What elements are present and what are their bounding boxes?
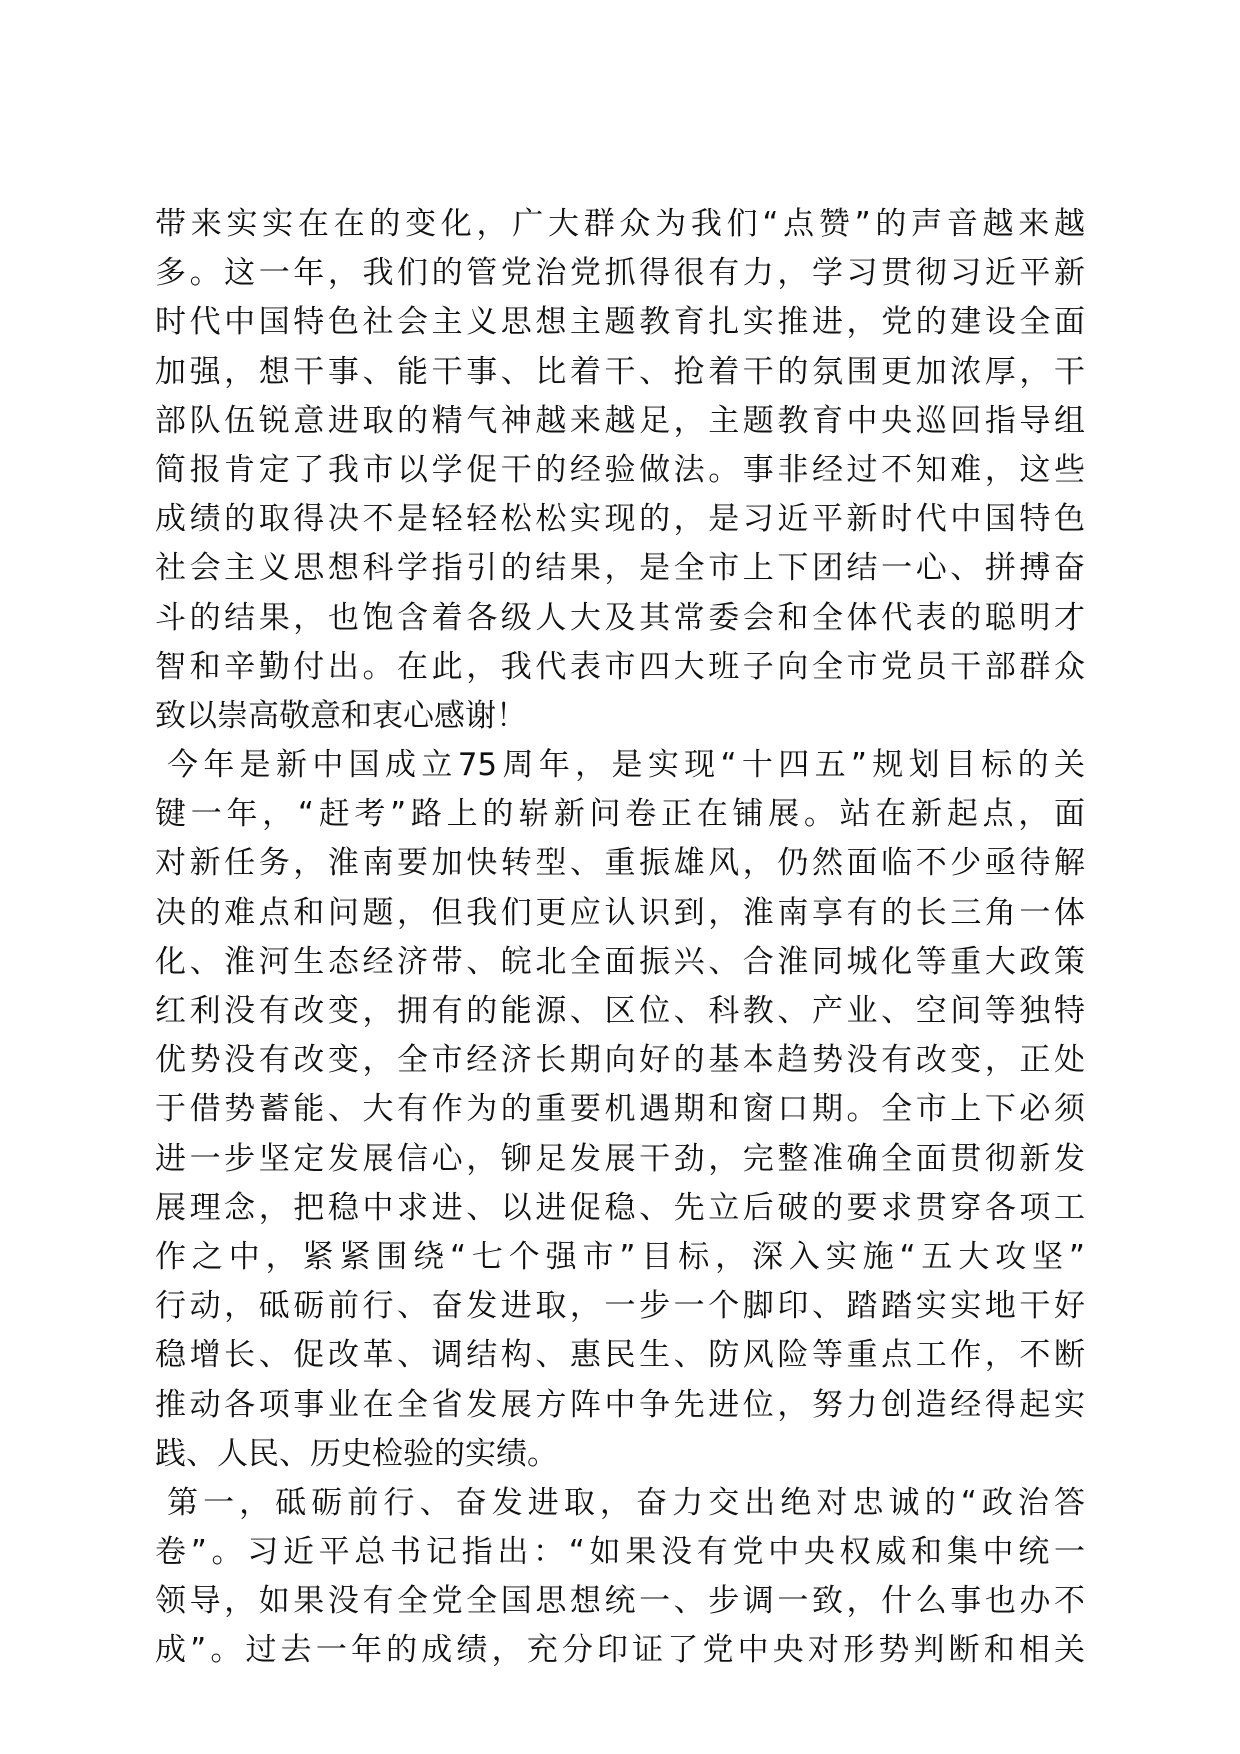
body-text: [155, 200, 1085, 1676]
text-line: 成”。过去一年的成绩，充分印证了党中央对形势判断和相关: [155, 1632, 1085, 1669]
text-line: 智和辛勤付出。在此，我代表市四大班子向全市党员干部群众: [155, 648, 1085, 685]
text-line: 决的难点和问题，但我们更应认识到，淮南享有的长三角一体: [155, 894, 1085, 931]
text-line: 展理念，把稳中求进、以进促稳、先立后破的要求贯穿各项工: [155, 1189, 1085, 1226]
text-line: 卷”。习近平总书记指出：“如果没有党中央权威和集中统一: [155, 1534, 1085, 1571]
text-line: 对新任务，淮南要加快转型、重振雄风，仍然面临不少亟待解: [155, 845, 1085, 882]
text-line: 带来实实在在的变化，广大群众为我们“点赞”的声音越来越: [155, 206, 1085, 242]
text-line: 加强，想干事、能干事、比着干、抢着干的氛围更加浓厚，干: [155, 353, 1085, 390]
text-line: 推动各项事业在全省发展方阵中争先进位，努力创造经得起实: [155, 1386, 1085, 1423]
text-line: 键一年，“赶考”路上的崭新问卷正在铺展。站在新起点，面: [155, 796, 1085, 833]
text-line: 于借势蓄能、大有作为的重要机遇期和窗口期。全市上下必须: [155, 1091, 1085, 1128]
paragraph-end-line: 致以崇高敬意和衷心感谢！: [155, 697, 527, 734]
text-line: 时代中国特色社会主义思想主题教育扎实推进，党的建设全面: [155, 304, 1085, 341]
text-line: 稳增长、促改革、调结构、惠民生、防风险等重点工作，不断: [155, 1337, 1085, 1374]
text-line: 进一步坚定发展信心，铆足发展干劲，完整准确全面贯彻新发: [155, 1140, 1085, 1177]
text-line: 作之中，紧紧围绕“七个强市”目标，深入实施“五大攻坚”: [155, 1238, 1085, 1275]
text-line: 简报肯定了我市以学促干的经验做法。事非经过不知难，这些: [155, 451, 1085, 488]
text-line: 化、淮河生态经济带、皖北全面振兴、合淮同城化等重大政策: [155, 943, 1085, 980]
text-line: 部队伍锐意进取的精气神越来越足，主题教育中央巡回指导组: [155, 402, 1085, 439]
paragraph-start-line: 今年是新中国成立75周年，是实现“十四五”规划目标的关: [167, 747, 1085, 784]
text-line: 红利没有改变，拥有的能源、区位、科教、产业、空间等独特: [155, 993, 1085, 1029]
text-line: 优势没有改变，全市经济长期向好的基本趋势没有改变，正处: [155, 1042, 1085, 1079]
text-line: 行动，砥砺前行、奋发进取，一步一个脚印、踏踏实实地干好: [155, 1288, 1085, 1325]
text-line: 斗的结果，也饱含着各级人大及其常委会和全体代表的聪明才: [155, 599, 1085, 636]
paragraph-start-line: 第一，砥砺前行、奋发进取，奋力交出绝对忠诚的“政治答: [167, 1484, 1085, 1521]
text-line: 社会主义思想科学指引的结果，是全市上下团结一心、拼搏奋: [155, 550, 1085, 587]
text-line: 领导，如果没有全党全国思想统一、步调一致，什么事也办不: [155, 1583, 1085, 1620]
text-line: 多。这一年，我们的管党治党抓得很有力，学习贯彻习近平新: [155, 255, 1085, 292]
paragraph-end-line: 践、人民、历史检验的实绩。: [155, 1435, 558, 1472]
text-line: 成绩的取得决不是轻轻松松实现的，是习近平新时代中国特色: [155, 501, 1085, 538]
